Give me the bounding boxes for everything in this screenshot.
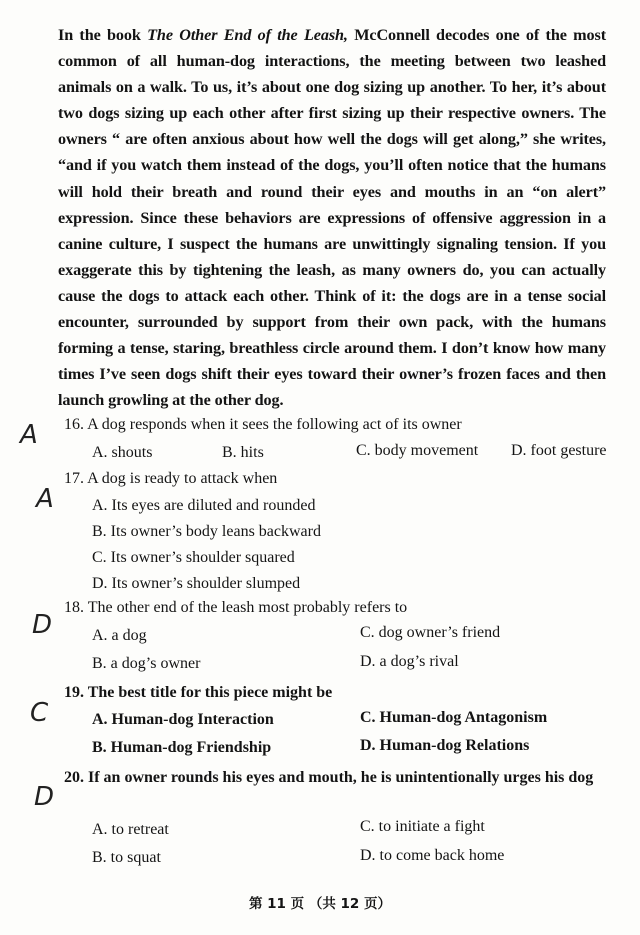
q20-option-d: D. to come back home — [360, 847, 505, 864]
question-16-stem: 16. A dog responds when it sees the following act of its owner — [64, 416, 462, 433]
q19-option-a: A. Human-dog Interaction — [92, 711, 274, 728]
q16-option-c: C. body movement — [356, 442, 479, 459]
passage-intro: In the book — [58, 26, 148, 44]
q17-option-b: B. Its owner’s body leans backward — [92, 523, 321, 540]
q18-option-c: C. dog owner’s friend — [360, 624, 501, 641]
handwritten-answer-16: A — [20, 420, 38, 450]
page-number-footer: 第 11 页 （共 12 页） — [248, 896, 392, 912]
q20-option-c: C. to initiate a fight — [360, 818, 485, 835]
q18-option-b: B. a dog’s owner — [92, 655, 201, 672]
handwritten-answer-20: D — [34, 782, 55, 812]
q20-option-b: B. to squat — [92, 849, 161, 866]
q17-option-c: C. Its owner’s shoulder squared — [92, 549, 295, 566]
q18-option-d: D. a dog’s rival — [360, 653, 459, 670]
q16-option-a: A. shouts — [92, 444, 153, 461]
q17-option-d: D. Its owner’s shoulder slumped — [92, 575, 301, 592]
passage-body: McConnell decodes one of the most common of all human-dog interactions, the meeting between two leashed animals on a walk. To us, it’s about one dog sizing up another. To her, it’s about two dogs sizing up each other after first sizing up their respective owners. The owners “ are often anxious about how well the dogs will get along,” she writes, “and if you watch them instead of the dogs, you’ll often notice that the humans will hold their breath and round their eyes and mouths in an “on alert” expression. Since these behaviors are expressions of offensive aggression in a canine culture, I suspect the humans are unwittingly signaling tension. If you exaggerate this by tightening the leash, as many owners do, you can actually cause the dogs to attack each other. Think of it: the dogs are in a tense social encounter, surrounded by support from their own pack, with the humans forming a tense, staring, breathless circle around them. I don’t know how many times I’ve seen dogs shift their eyes toward their owner’s frozen faces and then launch growling at the other dog. — [58, 26, 606, 410]
q19-option-c: C. Human-dog Antagonism — [360, 709, 548, 726]
handwritten-answer-19: C — [30, 698, 49, 728]
q20-option-a: A. to retreat — [92, 821, 169, 838]
handwritten-answer-17: A — [36, 484, 54, 514]
q16-option-d: D. foot gesture — [511, 442, 607, 459]
question-18-stem: 18. The other end of the leash most probably refers to — [64, 599, 408, 616]
q16-option-b: B. hits — [222, 444, 264, 461]
question-19-stem: 19. The best title for this piece might be — [64, 684, 333, 701]
question-20-stem: 20. If an owner rounds his eyes and mouth, he is unintentionally urges his dog — [64, 769, 594, 786]
question-17-stem: 17. A dog is ready to attack when — [64, 470, 278, 487]
q18-option-a: A. a dog — [92, 627, 147, 644]
handwritten-answer-18: D — [32, 610, 53, 640]
q17-option-a: A. Its eyes are diluted and rounded — [92, 497, 316, 514]
book-title: The Other End of the Leash, — [147, 26, 348, 44]
q19-option-d: D. Human-dog Relations — [360, 737, 530, 754]
q19-option-b: B. Human-dog Friendship — [92, 739, 272, 756]
reading-passage — [58, 22, 606, 413]
